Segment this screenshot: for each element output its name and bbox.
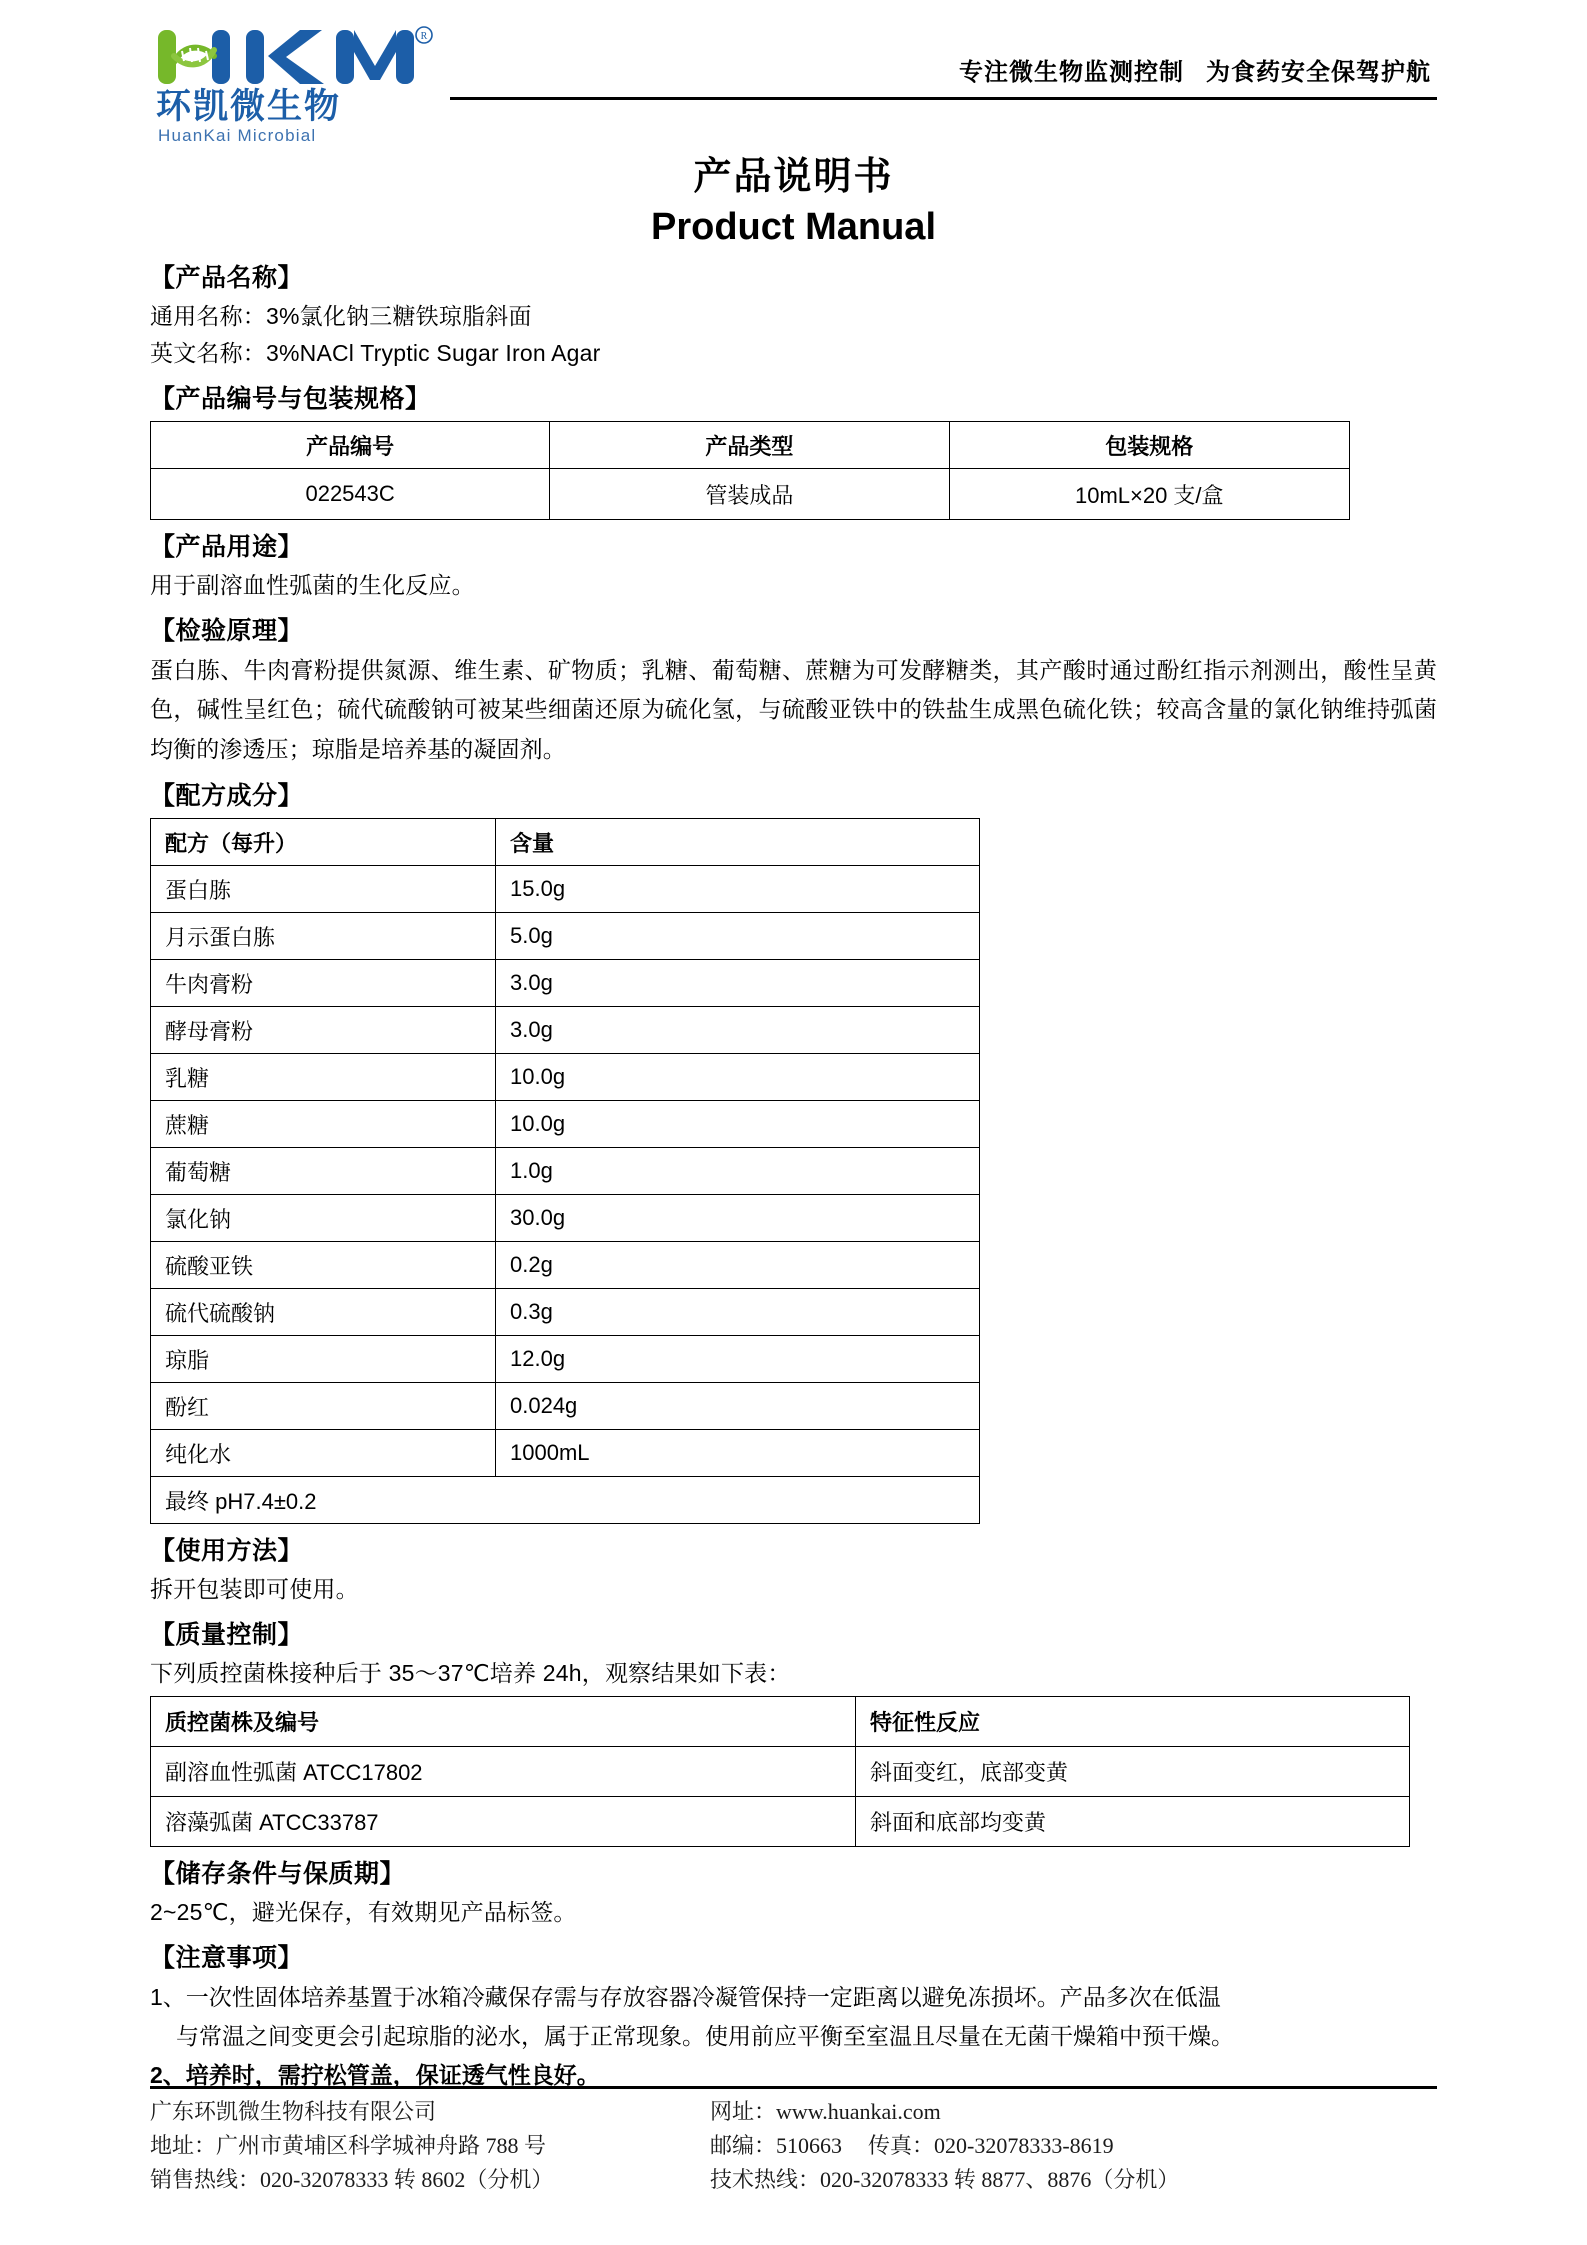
header-right [450,0,1437,100]
table-row [151,1383,980,1430]
formula-amount: 1000mL [496,1430,980,1477]
hkm-logo-mark [150,26,435,88]
product-spec-table [150,421,1350,520]
section-heading-purpose: 【产品用途】 [150,533,304,561]
footer-website-row [710,2095,1437,2129]
header-tagline [450,52,1437,87]
strain-reaction: 斜面和底部均变黄 [856,1797,1410,1847]
generic-name-value: 3%氯化钠三糖铁琼脂斜面 [266,302,532,329]
formula-amount: 10.0g [496,1054,980,1101]
table-row [151,1007,980,1054]
col-strain: 质控菌株及编号 [151,1697,856,1747]
note-item-1-line-1: 1、一次性固体培养基置于冰箱冷藏保存需与存放容器冷凝管保持一定距离以避免冻损坏。产品多次在低温 [150,1983,1221,2010]
section-heading-method: 【使用方法】 [150,1537,304,1566]
table-row [151,1101,980,1148]
principle-text: 蛋白胨、牛肉膏粉提供氮源、维生素、矿物质；乳糖、葡萄糖、蔗糖为可发酵糖类，其产酸时通过酚红指示剂测出，酸性呈黄色，碱性呈红色；硫代硫酸钠可被某些细菌还原为硫化氢，与硫酸亚铁中的铁盐生成黑色硫化铁；较高含量的氯化钠维持弧菌均衡的渗透压；琼脂是培养基的凝固剂。 [150,656,1437,762]
section-heading-product-code: 【产品编号与包装规格】 [150,385,431,414]
section-heading-notes: 【注意事项】 [150,1944,304,1973]
col-product-type: 产品类型 [550,422,949,469]
header-divider [450,97,1437,100]
formula-amount: 10.0g [496,1101,980,1148]
formula-name: 琼脂 [151,1336,496,1383]
logo-company-cn: 环凯微生物 [156,87,342,126]
formula-amount: 5.0g [496,913,980,960]
footer-fax-value: 020-32078333-8619 [934,2132,1114,2158]
col-reaction: 特征性反应 [856,1697,1410,1747]
quality-control-intro: 下列质控菌株接种后于 35～37℃培养 24h，观察结果如下表： [150,1659,791,1686]
logo-company-en: HuanKai Microbial [158,126,317,145]
purpose-text: 用于副溶血性弧菌的生化反应。 [150,571,475,598]
footer-fax-label: 传真： [868,2132,935,2158]
table-row [151,1747,1410,1797]
formula-name: 乳糖 [151,1054,496,1101]
strain-reaction: 斜面变红，底部变黄 [856,1747,1410,1797]
section-heading-principle: 【检验原理】 [150,617,304,645]
note-item-1-line-2: 与常温之间变更会引起琼脂的泌水，属于正常现象。使用前应平衡至室温且尽量在无菌干燥箱中预干燥。 [176,2022,1234,2049]
table-row [151,866,980,913]
formula-amount: 3.0g [496,960,980,1007]
page-title-en: Product Manual [650,205,937,248]
page-title-cn: 产品说明书 [693,156,894,198]
formula-amount: 0.024g [496,1383,980,1430]
formula-table [150,818,980,1524]
formula-amount: 0.3g [496,1289,980,1336]
formula-amount: 15.0g [496,866,980,913]
section-heading-storage: 【储存条件与保质期】 [150,1860,406,1889]
tagline-right: 为食药安全保驾护航 [1206,59,1431,86]
section-heading-product-name: 【产品名称】 [150,264,304,292]
footer-divider [150,2086,1437,2089]
table-row [151,913,980,960]
col-formula-name: 配方（每升） [151,819,496,866]
formula-ph-note: 最终 pH7.4±0.2 [151,1477,980,1524]
page-header [150,0,1437,145]
quality-control-table [150,1696,1410,1847]
english-name-label: 英文名称： [150,340,266,366]
formula-name: 葡萄糖 [151,1148,496,1195]
footer-postcode-label: 邮编： [710,2132,777,2158]
footer-website-value[interactable]: www.huankai.com [776,2098,941,2124]
strain-name: 溶藻弧菌 ATCC33787 [151,1797,856,1847]
formula-amount: 3.0g [496,1007,980,1054]
footer-website-label: 网址： [710,2098,777,2124]
svg-text:R: R [420,31,428,42]
cell-package-spec: 10mL×20 支/盒 [949,469,1349,520]
table-row [151,469,1350,520]
col-formula-amount: 含量 [496,819,980,866]
section-heading-quality-control: 【质量控制】 [150,1621,304,1650]
section-heading-formula: 【配方成分】 [150,782,304,811]
table-header-row [151,1697,1410,1747]
table-row [151,1336,980,1383]
footer-left-column [150,2095,710,2197]
table-row [151,1430,980,1477]
footer-address: 地址：广州市黄埔区科学城神舟路 788 号 [150,2132,547,2158]
formula-amount: 1.0g [496,1148,980,1195]
english-name-row [150,335,1437,372]
col-product-code: 产品编号 [151,422,550,469]
formula-name: 蔗糖 [151,1101,496,1148]
formula-name: 酚红 [151,1383,496,1430]
table-row [151,1195,980,1242]
table-row [151,960,980,1007]
table-header-row [151,422,1350,469]
hkm-letters-icon [150,26,435,88]
formula-name: 硫代硫酸钠 [151,1289,496,1336]
table-header-row [151,819,980,866]
footer-company-name: 广东环凯微生物科技有限公司 [150,2098,437,2124]
footer-postcode-fax-row [710,2129,1437,2163]
formula-amount: 0.2g [496,1242,980,1289]
method-text: 拆开包装即可使用。 [150,1575,359,1602]
cell-product-type: 管装成品 [550,469,949,520]
strain-name: 副溶血性弧菌 ATCC17802 [151,1747,856,1797]
formula-ph-row [151,1477,980,1524]
storage-text: 2~25℃，避光保存，有效期见产品标签。 [150,1898,577,1925]
company-logo [150,0,450,146]
footer-contact-block [150,2095,1437,2197]
tagline-left: 专注微生物监测控制 [959,59,1184,86]
formula-name: 月示蛋白胨 [151,913,496,960]
footer-tech-hotline: 技术热线：020-32078333 转 8877、8876（分机） [710,2166,1180,2192]
english-name-value: 3%NACl Tryptic Sugar Iron Agar [266,340,601,366]
formula-name: 酵母膏粉 [151,1007,496,1054]
formula-amount: 30.0g [496,1195,980,1242]
table-row [151,1242,980,1289]
formula-name: 氯化钠 [151,1195,496,1242]
col-package-spec: 包装规格 [949,422,1349,469]
formula-amount: 12.0g [496,1336,980,1383]
table-row [151,1289,980,1336]
table-row [151,1054,980,1101]
formula-name: 牛肉膏粉 [151,960,496,1007]
footer-postcode-value: 510663 [776,2132,843,2158]
formula-name: 纯化水 [151,1430,496,1477]
table-row [151,1797,1410,1847]
formula-name: 蛋白胨 [151,866,496,913]
footer-sales-hotline: 销售热线：020-32078333 转 8602（分机） [150,2166,554,2192]
formula-name: 硫酸亚铁 [151,1242,496,1289]
cell-product-code: 022543C [151,469,550,520]
footer-right-column [710,2095,1437,2197]
page-footer [150,2086,1437,2197]
generic-name-row [150,298,1437,335]
note-item-2: 2、培养时，需拧松管盖，保证透气性良好。 [150,2062,600,2089]
generic-name-label: 通用名称： [150,302,266,329]
table-row [151,1148,980,1195]
